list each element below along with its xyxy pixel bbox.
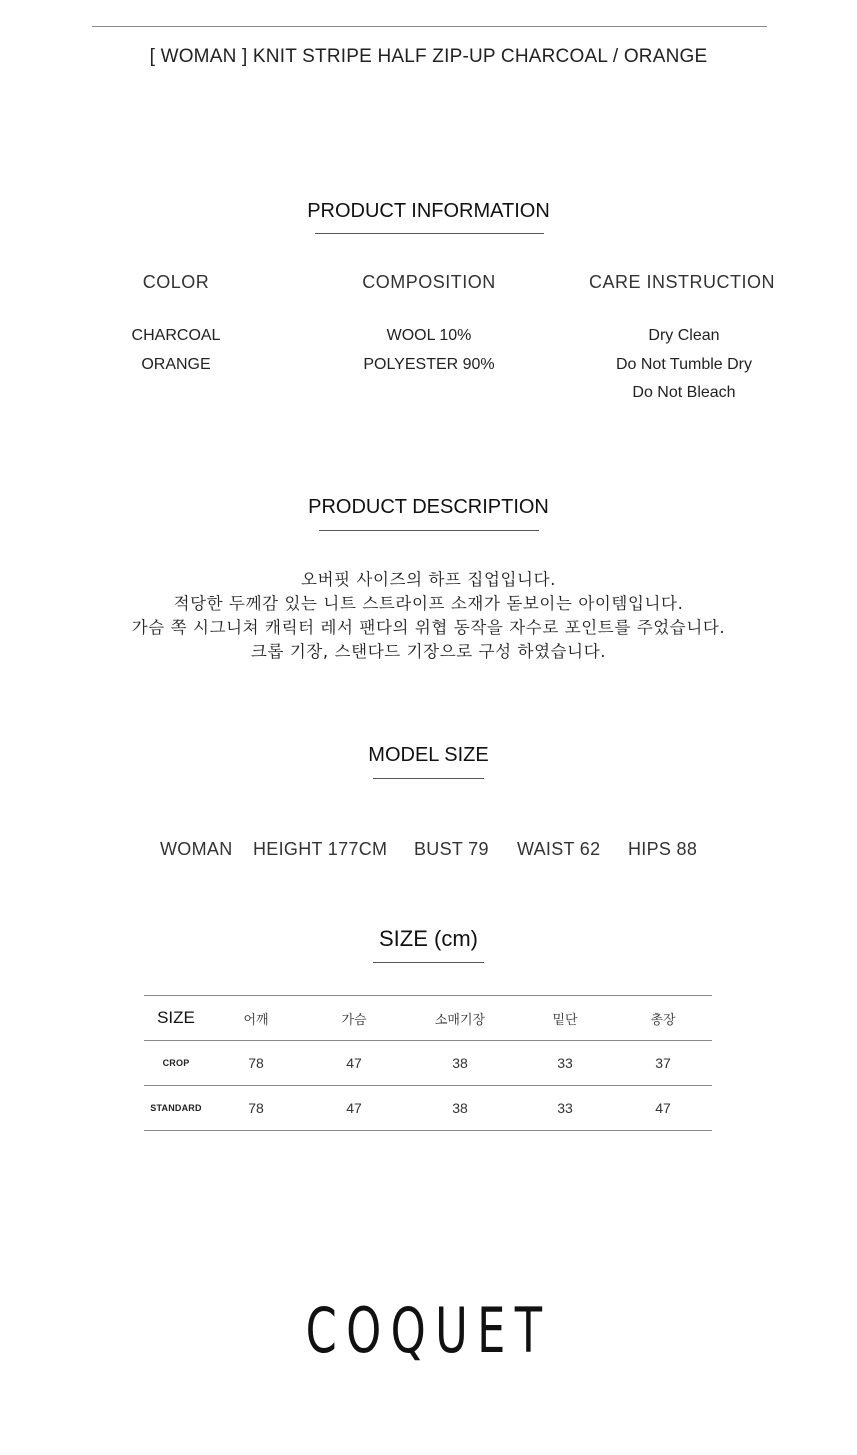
composition-list [329, 322, 529, 379]
table-cell: 38 [404, 1086, 516, 1131]
description-line: 가슴 쪽 시그니쳐 캐릭터 레서 팬다의 위협 동작을 자수로 포인트를 주었습니다. [131, 618, 726, 637]
brand-logo: COQUET [305, 1294, 552, 1367]
table-cell: 33 [516, 1041, 614, 1086]
product-information-heading: PRODUCT INFORMATION [307, 200, 550, 222]
composition-value: POLYESTER 90% [363, 355, 495, 373]
composition-heading: COMPOSITION [362, 272, 496, 292]
model-waist: WAIST 62 [517, 839, 601, 859]
description-line: 크롭 기장, 스탠다드 기장으로 구성 하였습니다. [250, 642, 607, 661]
care-list [564, 322, 804, 408]
product-description-text [0, 568, 857, 664]
composition-value: WOOL 10% [386, 327, 472, 344]
model-height: HEIGHT 177CM [253, 839, 388, 859]
color-value: CHARCOAL [131, 327, 221, 344]
model-size-underline [373, 778, 484, 779]
table-row [144, 1041, 712, 1086]
model-hips: HIPS 88 [628, 839, 698, 859]
color-list [76, 322, 276, 379]
care-instruction-heading: CARE INSTRUCTION [588, 272, 775, 292]
table-cell: 78 [208, 1086, 304, 1131]
product-description-underline [319, 530, 539, 531]
model-gender: WOMAN [160, 839, 233, 859]
color-heading: COLOR [142, 272, 210, 292]
top-divider [92, 26, 767, 27]
description-line: 오버핏 사이즈의 하프 집업입니다. [301, 570, 556, 589]
table-cell: 47 [304, 1086, 404, 1131]
header-cell: SIZE [144, 996, 208, 1041]
product-information-underline [315, 233, 544, 234]
header-cell: 가슴 [304, 996, 404, 1041]
care-value: Do Not Tumble Dry [615, 355, 753, 373]
care-value: Dry Clean [648, 327, 720, 344]
table-row [144, 1086, 712, 1131]
header-cell: 어깨 [208, 996, 304, 1041]
header-cell: 소매기장 [404, 996, 516, 1041]
table-cell: 78 [208, 1041, 304, 1086]
care-value: Do Not Bleach [632, 384, 736, 401]
product-description-heading: PRODUCT DESCRIPTION [308, 496, 549, 518]
table-cell: 38 [404, 1041, 516, 1086]
description-line: 적당한 두께감 있는 니트 스트라이프 소재가 돋보이는 아이템입니다. [173, 594, 684, 613]
size-heading: SIZE (cm) [379, 926, 478, 951]
table-cell: 33 [516, 1086, 614, 1131]
size-table-header [144, 996, 712, 1041]
size-table [144, 995, 712, 1131]
model-size-heading: MODEL SIZE [368, 744, 489, 766]
header-cell: 밑단 [516, 996, 614, 1041]
table-cell: 37 [614, 1041, 712, 1086]
model-bust: BUST 79 [414, 839, 489, 859]
product-title: [ WOMAN ] KNIT STRIPE HALF ZIP-UP CHARCOAL / ORANGE [149, 46, 708, 67]
table-cell: 47 [614, 1086, 712, 1131]
row-label: CROP [144, 1041, 208, 1086]
table-cell: 47 [304, 1041, 404, 1086]
header-cell: 총장 [614, 996, 712, 1041]
size-heading-underline [373, 962, 484, 963]
row-label: STANDARD [144, 1086, 208, 1131]
color-value: ORANGE [141, 355, 211, 373]
